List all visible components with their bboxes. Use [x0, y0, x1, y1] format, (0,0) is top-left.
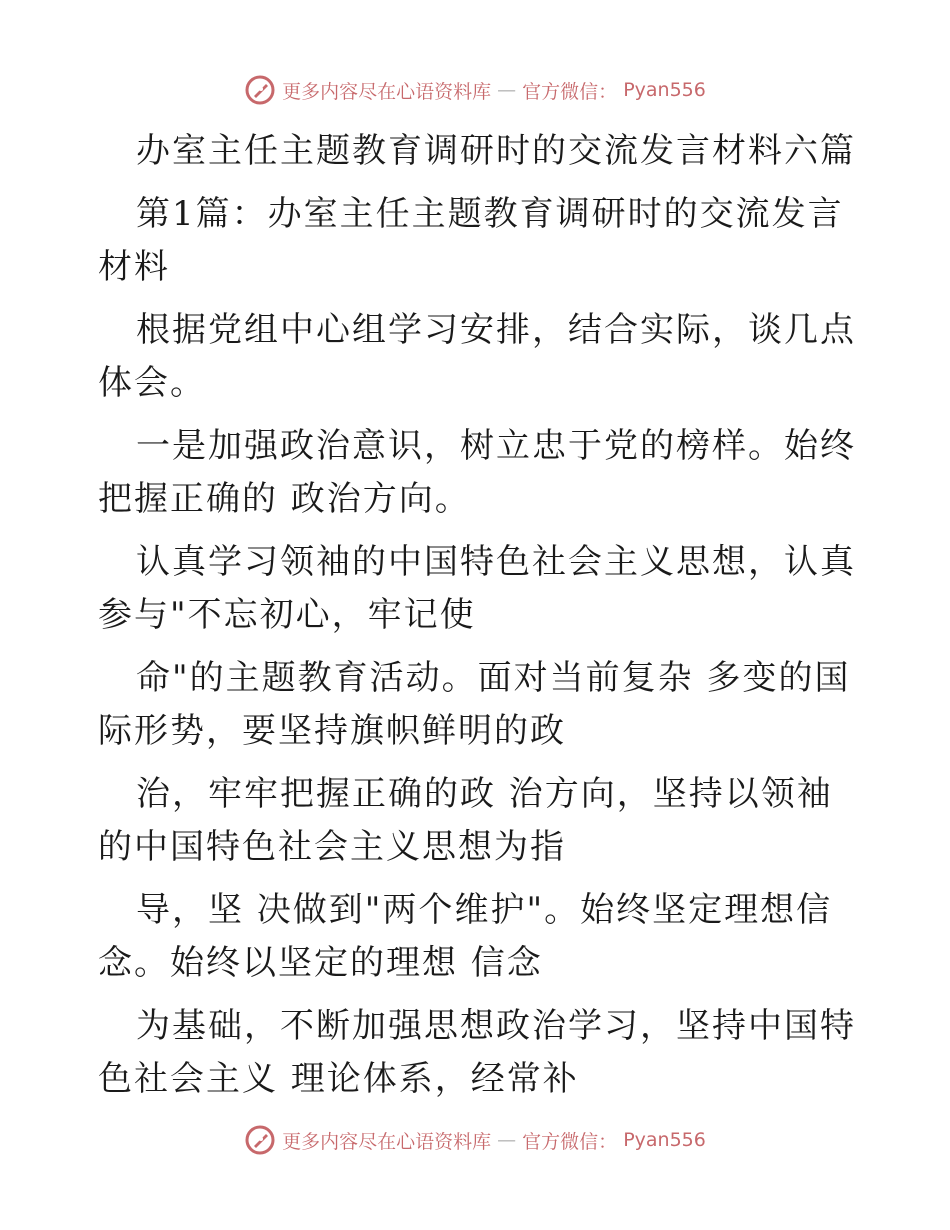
footer-watermark-banner [0, 1120, 950, 1160]
banner-separator: — [497, 79, 517, 101]
banner-wechat-id: Pyan556 [623, 1129, 706, 1151]
paragraph: 根据党组中心组学习安排，结合实际，谈几点体会。 [98, 310, 856, 403]
paragraph: 一是加强政治意识，树立忠于党的榜样。始终把握正确的 政治方向。 [98, 426, 856, 519]
document-title: 办室主任主题教育调研时的交流发言材料六篇 [136, 131, 856, 171]
paragraph: 命"的主题教育活动。面对当前复杂 多变的国际形势，要坚持旗帜鲜明的政 [98, 658, 851, 751]
banner-slogan: 更多内容尽在心语资料库 [282, 80, 492, 103]
paragraph: 治，牢牢把握正确的政 治方向，坚持以领袖的中国特色社会主义思想为指 [98, 774, 833, 867]
banner-wechat-label: 官方微信： [522, 1130, 618, 1153]
document-heading: 第1篇：办室主任主题教育调研时的交流发言材料 [98, 194, 844, 287]
paragraph: 为基础，不断加强思想政治学习，坚持中国特色社会主义 理论体系，经常补 [98, 1006, 856, 1099]
document-body [98, 125, 858, 1116]
pen-nib-circle-icon [244, 74, 276, 106]
banner-slogan: 更多内容尽在心语资料库 [282, 1130, 492, 1153]
paragraph: 认真学习领袖的中国特色社会主义思想，认真参与"不忘初心，牢记使 [98, 542, 856, 635]
banner-wechat-id: Pyan556 [623, 79, 706, 101]
header-watermark-banner [0, 70, 950, 110]
banner-separator: — [497, 1129, 517, 1151]
banner-wechat-label: 官方微信： [522, 80, 618, 103]
paragraph: 导，坚 决做到"两个维护"。始终坚定理想信念。始终以坚定的理想 信念 [98, 890, 833, 983]
pen-nib-circle-icon [244, 1124, 276, 1156]
